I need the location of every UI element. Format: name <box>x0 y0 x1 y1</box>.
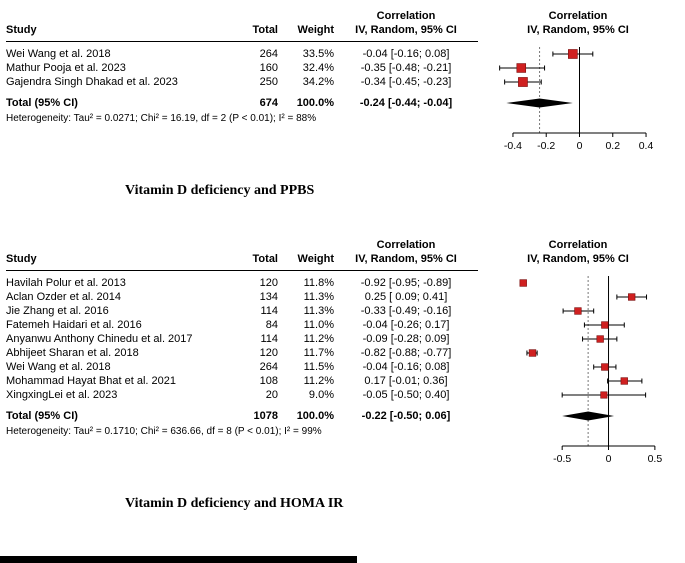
study-name: Mathur Pooja et al. 2023 <box>6 62 126 74</box>
study-weight: 11.3% <box>303 305 334 317</box>
study-total: 20 <box>265 389 278 401</box>
study-total: 264 <box>259 48 278 60</box>
study-ci-text: -0.09 [-0.28; 0.09] <box>362 333 450 345</box>
study-name: Wei Wang et al. 2018 <box>6 48 111 60</box>
effect-square <box>628 294 635 301</box>
ci-marker <box>562 392 645 398</box>
study-total: 120 <box>259 277 278 289</box>
pooled-diamond <box>562 412 614 421</box>
study-weight: 11.2% <box>303 333 334 345</box>
plot-column-header-top: Correlation <box>548 10 608 22</box>
study-ci-text: -0.33 [-0.49; -0.16] <box>360 305 452 317</box>
total-n: 1078 <box>253 410 278 422</box>
total-n: 674 <box>259 97 278 109</box>
study-total: 84 <box>265 319 278 331</box>
study-column-header: Study <box>6 24 37 36</box>
total-column-header: Total <box>252 24 278 36</box>
study-weight: 11.5% <box>303 361 334 373</box>
study-ci-text: -0.04 [-0.16; 0.08] <box>362 361 450 373</box>
study-ci-text: -0.92 [-0.95; -0.89] <box>360 277 452 289</box>
study-name: Aclan Ozder et al. 2014 <box>6 291 121 303</box>
study-name: Wei Wang et al. 2018 <box>6 361 111 373</box>
caption-ppbs: Vitamin D deficiency and PPBS <box>125 183 315 198</box>
weight-column-header: Weight <box>297 253 334 265</box>
ci-marker <box>520 280 527 287</box>
header-rule <box>6 41 478 42</box>
study-ci-text: -0.35 [-0.48; -0.21] <box>360 62 452 74</box>
study-ci-text: -0.82 [-0.88; -0.77] <box>360 347 452 359</box>
total-weight: 100.0% <box>296 410 334 422</box>
total-weight: 100.0% <box>296 97 334 109</box>
study-ci-text: 0.17 [-0.01; 0.36] <box>364 375 448 387</box>
forest-plot-graphic <box>478 239 678 472</box>
study-total: 120 <box>259 347 278 359</box>
total-column-header: Total <box>252 253 278 265</box>
study-name: Anyanwu Anthony Chinedu et al. 2017 <box>6 333 193 345</box>
study-total: 160 <box>259 62 278 74</box>
axis-tick-label: 0.5 <box>647 453 663 465</box>
plot-column-header-bottom: IV, Random, 95% CI <box>527 253 629 265</box>
effect-square <box>520 280 527 287</box>
study-weight: 11.3% <box>303 291 334 303</box>
ci-marker <box>505 77 542 86</box>
ci-marker <box>553 49 593 58</box>
forest-plot-homa-ir <box>6 239 678 472</box>
study-name: Fatemeh Haidari et al. 2016 <box>6 319 142 331</box>
study-name: Jie Zhang et al. 2016 <box>6 305 109 317</box>
effect-square <box>568 49 577 58</box>
heterogeneity-note: Heterogeneity: Tau² = 0.0271; Chi² = 16.19, df = 2 (P < 0.01); I² = 88% <box>6 113 317 124</box>
study-ci-text: -0.04 [-0.16; 0.08] <box>362 48 450 60</box>
study-weight: 34.2% <box>302 76 334 88</box>
study-weight: 11.8% <box>303 277 334 289</box>
study-total: 114 <box>260 305 278 317</box>
ci-marker <box>608 378 642 385</box>
study-weight: 33.5% <box>302 48 334 60</box>
study-weight: 11.0% <box>303 319 334 331</box>
study-name: XingxingLei et al. 2023 <box>6 389 118 401</box>
axis-tick-label: 0 <box>576 140 583 152</box>
ci-column-header-bottom: IV, Random, 95% CI <box>355 253 457 265</box>
effect-square <box>597 336 604 343</box>
study-ci-text: -0.34 [-0.45; -0.23] <box>360 76 452 88</box>
effect-square <box>601 364 608 371</box>
study-column-header: Study <box>6 253 37 265</box>
study-total: 250 <box>259 76 278 88</box>
study-weight: 9.0% <box>308 389 334 401</box>
ci-column-header-top: Correlation <box>376 10 436 22</box>
effect-square <box>517 64 526 73</box>
study-total: 264 <box>259 361 278 373</box>
forest-plot-homa-figure <box>6 239 685 512</box>
bottom-black-bar <box>0 556 357 563</box>
study-ci-text: 0.25 [ 0.09; 0.41] <box>364 291 448 303</box>
plot-column-header-top: Correlation <box>548 239 608 251</box>
heterogeneity-note: Heterogeneity: Tau² = 0.1710; Chi² = 636.66, df = 8 (P < 0.01); I² = 99% <box>6 426 322 437</box>
effect-square <box>529 350 536 357</box>
axis-tick-label: 0.2 <box>605 140 621 152</box>
total-label: Total (95% CI) <box>6 97 78 109</box>
study-name: Gajendra Singh Dhakad et al. 2023 <box>6 76 178 88</box>
study-weight: 11.7% <box>303 347 334 359</box>
ci-column-header-bottom: IV, Random, 95% CI <box>355 24 457 36</box>
axis-tick-label: -0.5 <box>553 453 572 465</box>
ci-marker <box>594 364 616 371</box>
study-name: Abhijeet Sharan et al. 2018 <box>6 347 139 359</box>
axis-tick-label: -0.2 <box>537 140 556 152</box>
header-rule <box>6 270 478 271</box>
study-weight: 32.4% <box>302 62 334 74</box>
effect-square <box>575 308 582 315</box>
study-ci-text: -0.05 [-0.50; 0.40] <box>362 389 450 401</box>
forest-plot-graphic <box>478 10 678 159</box>
total-ci-text: -0.22 [-0.50; 0.06] <box>361 410 451 422</box>
caption-homa-ir: Vitamin D deficiency and HOMA IR <box>125 496 344 511</box>
effect-square <box>601 322 608 329</box>
forest-plot-ppbs <box>6 10 678 159</box>
weight-column-header: Weight <box>297 24 334 36</box>
forest-plot-ppbs-figure <box>6 10 685 199</box>
effect-square <box>518 77 527 86</box>
axis-tick-label: -0.4 <box>503 140 523 152</box>
axis-tick-label: 0 <box>605 453 612 465</box>
ci-marker <box>527 350 537 357</box>
total-ci-text: -0.24 [-0.44; -0.04] <box>359 97 453 109</box>
study-total: 114 <box>260 333 278 345</box>
study-name: Havilah Polur et al. 2013 <box>6 277 126 289</box>
ci-marker <box>500 64 545 73</box>
study-weight: 11.2% <box>303 375 334 387</box>
ci-column-header-top: Correlation <box>376 239 436 251</box>
total-label: Total (95% CI) <box>6 410 78 422</box>
plot-column-header-bottom: IV, Random, 95% CI <box>527 24 629 36</box>
ci-marker <box>563 308 594 315</box>
ci-marker <box>584 322 624 329</box>
axis-tick-label: 0.4 <box>638 140 654 152</box>
ci-marker <box>617 294 647 301</box>
effect-square <box>601 392 607 398</box>
study-ci-text: -0.04 [-0.26; 0.17] <box>362 319 450 331</box>
study-total: 134 <box>259 291 278 303</box>
study-name: Mohammad Hayat Bhat et al. 2021 <box>6 375 176 387</box>
study-total: 108 <box>259 375 278 387</box>
pooled-diamond <box>506 99 573 108</box>
effect-square <box>621 378 628 385</box>
